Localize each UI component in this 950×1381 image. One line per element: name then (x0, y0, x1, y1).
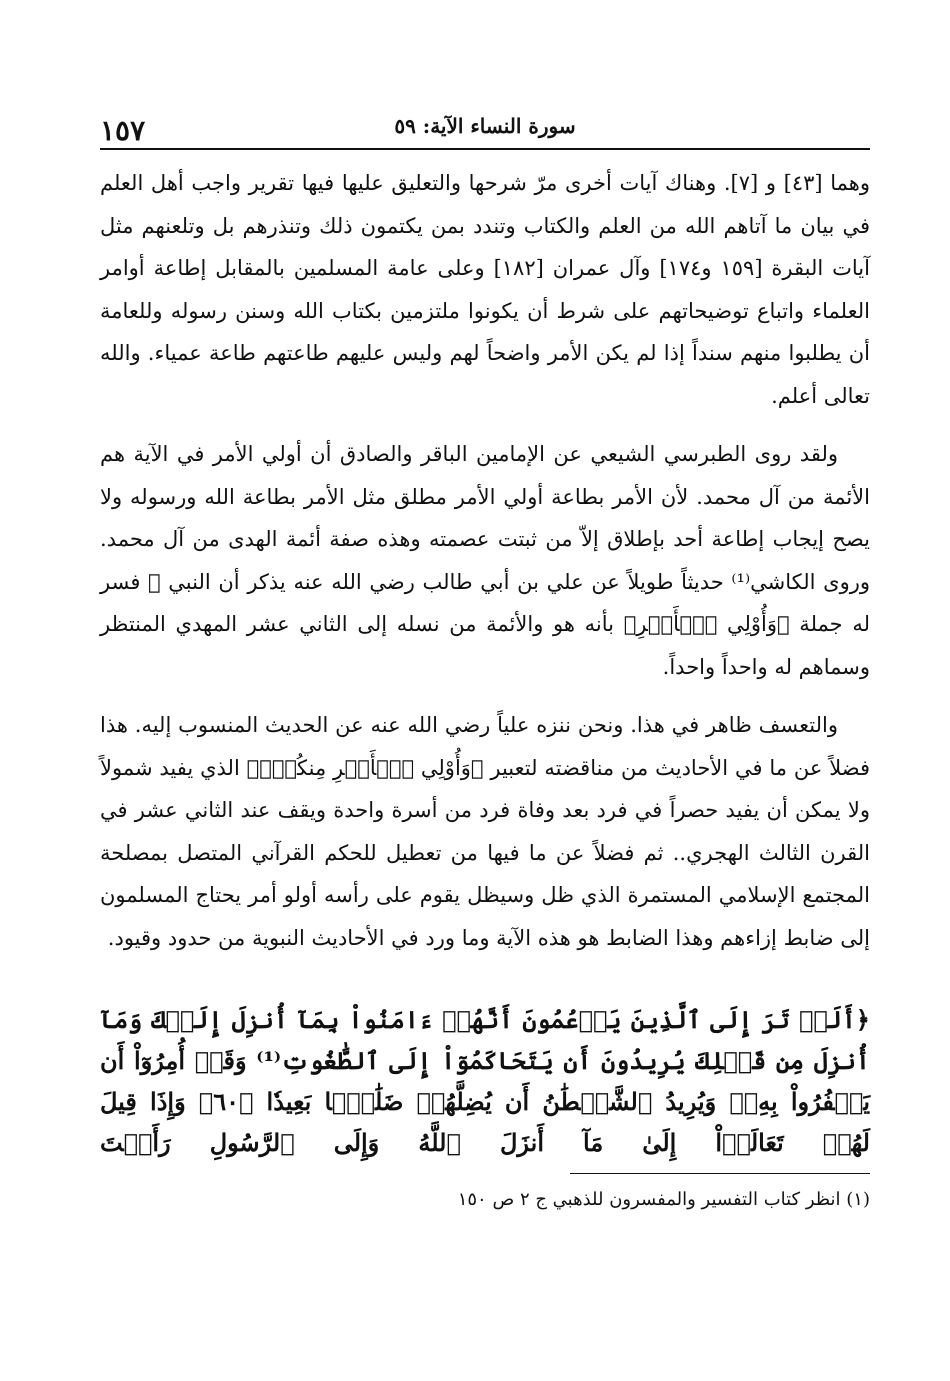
chapter-title: سورة النساء الآية: ٥٩ (394, 114, 576, 138)
footnote: (١) انظر كتاب التفسير والمفسرون للذهبي ج ٢ ص ١٥٠ (457, 1189, 870, 1210)
footnote-divider (570, 1173, 870, 1174)
paragraph-2: ولقد روى الطبرسي الشيعي عن الإمامين الباقر والصادق أن أولي الأمر في الآية هم الأئمة من آل محمد. لأن الأمر بطاعة أولي الأمر مطلق مثل الأمر بطاعة الله ورسوله ولا يصح إيجاب إطاعة أحد بإطلاق إلاّ من ثبتت عصمته وهذه صفة أئمة الهدى من آل محمد. وروى الكاشي⁽¹⁾ حديثاً طويلاً عن علي بن أبي طالب رضي الله عنه يذكر أن النبي ﷺ فسر له جملة ﴿وَأُوْلِي ٱلۡأَمۡرِ﴾ بأنه هو والأئمة من نسله إلى الثاني عشر المهدي المنتظر وسماهم له واحداً واحداً. (100, 442, 870, 679)
body-text (100, 162, 870, 959)
running-header (100, 108, 870, 150)
paragraph-3: والتعسف ظاهر في هذا. ونحن ننزه علياً رضي الله عنه عن الحديث المنسوب إليه. هذا فضلاً عن ما في الأحاديث من مناقضته لتعبير ﴿وَأُوْلِي ٱلۡأَمۡرِ مِنكُمۡۖ﴾ الذي يفيد شمولاً ولا يمكن أن يفيد حصراً في فرد بعد وفاة فرد من أسرة واحدة ويقف عند الثاني عشر في القرن الثالث الهجري.. ثم فضلاً عن ما فيها من تعطيل للحكم القرآني المتصل بمصلحة المجتمع الإسلامي المستمرة الذي ظل وسيظل يقوم على رأسه أولو أمر يحتاج المسلمون إلى ضابط إزاءهم وهذا الضابط هو هذه الآية وما ورد في الأحاديث النبوية من حدود وقيود. (100, 713, 870, 950)
paragraph-1: وهما [٤٣] و [٧]. وهناك آيات أخرى مرّ شرحها والتعليق عليها فيها تقرير واجب أهل العلم في بيان ما آتاهم الله من العلم والكتاب وتندد بمن يكتمون ذلك وتنذرهم بل وتلعنهم مثل آيات البقرة [١٥٩ و١٧٤] وآل عمران [١٨٢] وعلى عامة المسلمين بالمقابل إطاعة أوامر العلماء واتباع توضيحاتهم على شرط أن يكونوا ملتزمين بكتاب الله وسنن رسوله وللعامة أن يطلبوا منهم سنداً إذا لم يكن الأمر واضحاً لهم وليس عليهم طاعتهم طاعة عمياء. والله تعالى أعلم. (100, 171, 870, 408)
quran-verse: ﴿أَلَمۡ تَرَ إِلَى ٱلَّذِينَ يَزۡعُمُونَ أَنَّهُمۡ ءَامَنُواْ بِمَآ أُنزِلَ إِلَيۡكَ وَمَآ أُنزِلَ مِن قَبۡلِكَ يُرِيدُونَ أَن يَتَحَاكَمُوٓاْ إِلَى ٱلطَّٰغُوتِ⁽¹⁾ وَقَدۡ أُمِرُوٓاْ أَن يَكۡفُرُواْ بِهِۦۖ وَيُرِيدُ ٱلشَّيۡطَٰنُ أَن يُضِلَّهُمۡ ضَلَٰلَۢا بَعِيدٗا ﴿٦٠﴾ وَإِذَا قِيلَ لَهُمۡ تَعَالَوۡاْ إِلَىٰ مَآ أَنزَلَ ٱللَّهُ وَإِلَى ٱلرَّسُولِ رَأَيۡتَ (100, 1005, 870, 1157)
page-number: ١٥٧ (100, 114, 146, 147)
book-page (100, 108, 870, 1288)
